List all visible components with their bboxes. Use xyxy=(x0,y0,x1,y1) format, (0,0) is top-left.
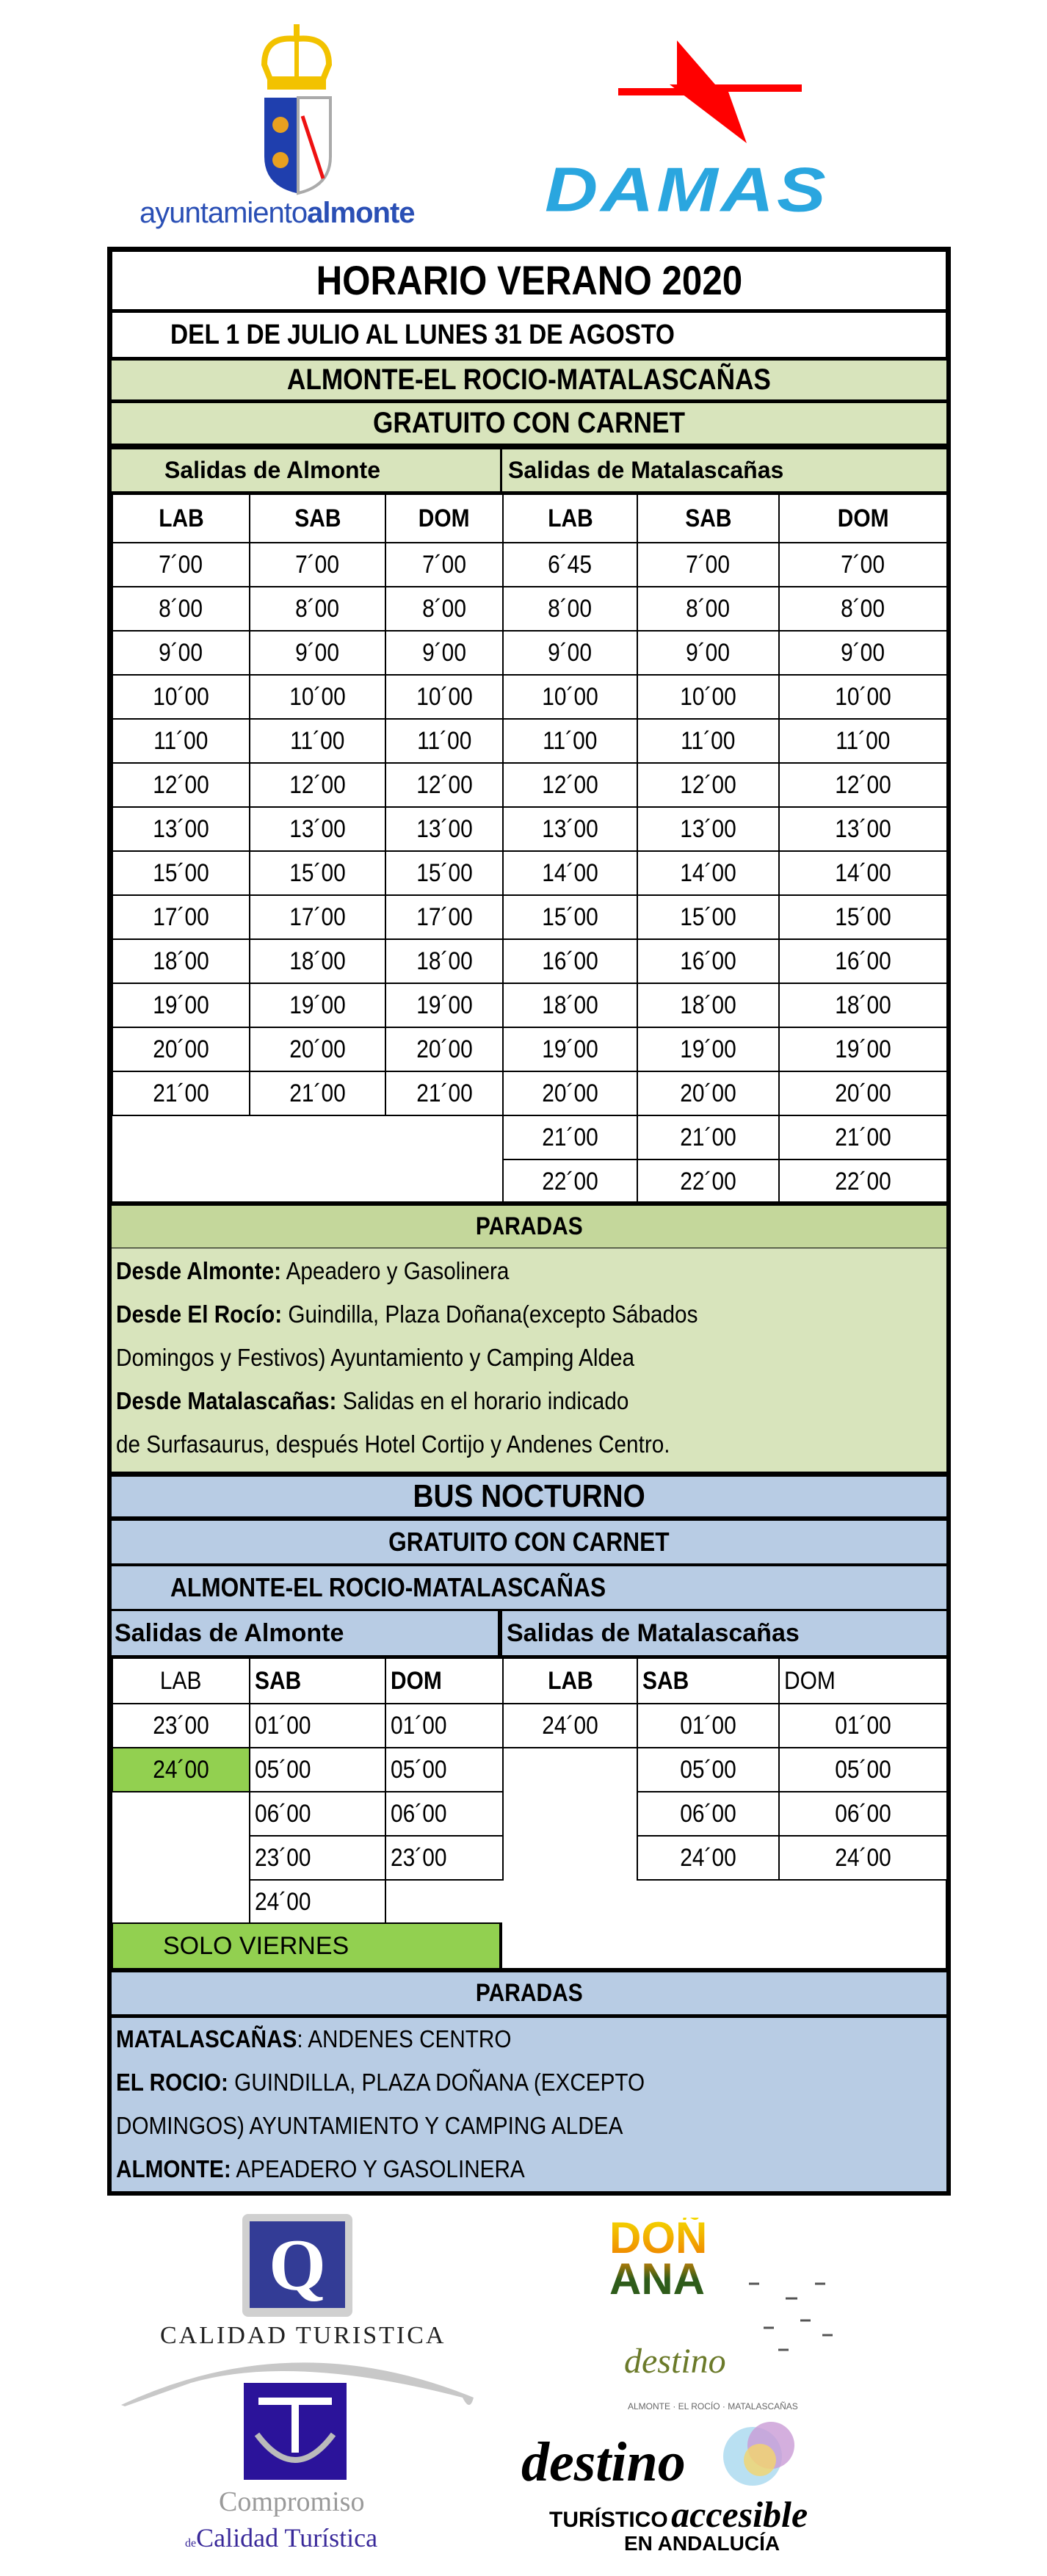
matalascanas-time-cell: 13´00 xyxy=(778,806,948,852)
compromiso-text: Compromiso xyxy=(219,2486,365,2517)
matalascanas-time-cell: 19´00 xyxy=(637,1027,780,1072)
matalascanas-time-cell: 7´00 xyxy=(637,542,780,587)
almonte-time-cell: 19´00 xyxy=(112,983,250,1028)
night-column-header-lab: LAB xyxy=(502,1657,638,1704)
destino-accesible-logo xyxy=(521,2416,866,2555)
night-matalascanas-time-cell: 24´00 xyxy=(778,1835,948,1881)
almonte-time-cell: 9´00 xyxy=(112,630,250,676)
coat-of-arms-icon xyxy=(132,21,477,197)
almonte-time-cell: 7´00 xyxy=(249,542,386,587)
almonte-time-cell: 15´00 xyxy=(249,850,386,896)
column-header-lab: LAB xyxy=(112,493,250,543)
calidad-turistica-text: CALIDAD TURISTICA xyxy=(160,2322,446,2349)
matalascanas-time-cell: 15´00 xyxy=(502,894,638,940)
column-header-dom: DOM xyxy=(778,493,948,543)
matalascanas-time-cell: 13´00 xyxy=(637,806,780,852)
almonte-time-cell: 18´00 xyxy=(112,938,250,984)
donana-destino-logo xyxy=(609,2213,874,2423)
matalascanas-time-cell: 21´00 xyxy=(637,1115,780,1160)
almonte-time-cell: 11´00 xyxy=(385,718,504,764)
day-from-almonte-header: Salidas de Almonte xyxy=(112,449,502,493)
almonte-time-cell: 17´00 xyxy=(385,894,504,940)
donana-tagline: ALMONTE · EL ROCÍO · MATALASCAÑAS xyxy=(628,2401,798,2412)
damas-logo xyxy=(545,37,883,235)
night-column-header-dom: DOM xyxy=(778,1657,948,1704)
matalascanas-time-cell: 19´00 xyxy=(778,1027,948,1072)
matalascanas-time-cell: 15´00 xyxy=(637,894,780,940)
stop-line: de Surfasaurus, después Hotel Cortijo y Andenes Centro. xyxy=(116,1430,670,1458)
matalascanas-time-cell: 21´00 xyxy=(502,1115,638,1160)
night-matalascanas-time-cell: 05´00 xyxy=(637,1747,780,1792)
stop-line: MATALASCAÑAS: ANDENES CENTRO xyxy=(116,2025,512,2052)
birds-icon xyxy=(734,2269,844,2357)
matalascanas-time-cell: 18´00 xyxy=(637,983,780,1028)
matalascanas-time-cell: 21´00 xyxy=(778,1115,948,1160)
almonte-time-cell: 10´00 xyxy=(112,674,250,720)
matalascanas-time-cell: 16´00 xyxy=(502,938,638,984)
stop-line: Desde El Rocío: Guindilla, Plaza Doñana(excepto Sábados xyxy=(116,1300,698,1328)
matalascanas-time-cell: 15´00 xyxy=(778,894,948,940)
donana-letters: DOÑANA xyxy=(609,2218,712,2300)
night-matalascanas-time-cell: 01´00 xyxy=(637,1703,780,1748)
matalascanas-time-cell: 19´00 xyxy=(502,1027,638,1072)
matalascanas-time-cell: 14´00 xyxy=(502,850,638,896)
matalascanas-time-cell: 11´00 xyxy=(637,718,780,764)
matalascanas-time-cell: 9´00 xyxy=(637,630,780,676)
almonte-time-cell: 12´00 xyxy=(249,762,386,808)
night-matalascanas-time-cell: 24´00 xyxy=(637,1835,780,1881)
almonte-time-cell: 7´00 xyxy=(385,542,504,587)
fare-note: GRATUITO CON CARNET xyxy=(112,401,946,449)
almonte-time-cell: 10´00 xyxy=(385,674,504,720)
stop-line: DOMINGOS) AYUNTAMIENTO Y CAMPING ALDEA xyxy=(116,2112,623,2139)
night-almonte-time-cell: 05´00 xyxy=(249,1747,386,1792)
almonte-time-cell: 21´00 xyxy=(249,1071,386,1116)
night-column-header-lab: LAB xyxy=(112,1657,250,1704)
matalascanas-time-cell: 10´00 xyxy=(637,674,780,720)
almonte-time-cell: 7´00 xyxy=(112,542,250,587)
almonte-time-cell: 18´00 xyxy=(249,938,386,984)
matalascanas-time-cell: 9´00 xyxy=(778,630,948,676)
night-matalascanas-time-cell: 06´00 xyxy=(637,1791,780,1837)
matalascanas-time-cell: 18´00 xyxy=(778,983,948,1028)
matalascanas-time-cell: 13´00 xyxy=(502,806,638,852)
column-header-dom: DOM xyxy=(385,493,504,543)
calidad-turistica-text-2: deCalidad Turística xyxy=(185,2523,378,2553)
matalascanas-time-cell: 10´00 xyxy=(502,674,638,720)
matalascanas-time-cell: 11´00 xyxy=(778,718,948,764)
matalascanas-time-cell: 12´00 xyxy=(778,762,948,808)
almonte-time-cell: 21´00 xyxy=(385,1071,504,1116)
almonte-time-cell: 19´00 xyxy=(249,983,386,1028)
matalascanas-time-cell: 8´00 xyxy=(637,586,780,632)
route-title: ALMONTE-EL ROCIO-MATALASCAÑAS xyxy=(112,358,946,402)
almonte-time-cell: 8´00 xyxy=(385,586,504,632)
night-from-almonte-header: Salidas de Almonte xyxy=(112,1611,502,1657)
night-almonte-time-cell: 01´00 xyxy=(249,1703,386,1748)
column-header-sab: SAB xyxy=(249,493,386,543)
matalascanas-time-cell: 22´00 xyxy=(637,1159,780,1204)
matalascanas-time-cell: 20´00 xyxy=(637,1071,780,1116)
damas-arrows-icon xyxy=(545,37,883,147)
stop-line: EL ROCIO: GUINDILLA, PLAZA DOÑANA (EXCEPTO xyxy=(116,2069,645,2096)
matalascanas-time-cell: 8´00 xyxy=(502,586,638,632)
night-column-header-dom: DOM xyxy=(385,1657,504,1704)
calidad-turistica-logo xyxy=(117,2210,485,2357)
almonte-time-cell: 20´00 xyxy=(385,1027,504,1072)
night-almonte-time-cell: 23´00 xyxy=(385,1835,504,1881)
night-bus-title: BUS NOCTURNO xyxy=(112,1472,946,1520)
donana-script: destino xyxy=(624,2342,726,2381)
night-almonte-time-cell: 06´00 xyxy=(385,1791,504,1837)
night-stops-header: PARADAS xyxy=(112,1968,946,2016)
night-almonte-time-cell: 06´00 xyxy=(249,1791,386,1837)
night-from-matalascanas-header: Salidas de Matalascañas xyxy=(502,1611,946,1657)
almonte-time-cell: 19´00 xyxy=(385,983,504,1028)
en-andalucia-text: EN ANDALUCÍA xyxy=(624,2532,780,2555)
ayuntamiento-logo-text: ayuntamientoalmonte xyxy=(140,197,415,229)
schedule-title: HORARIO VERANO 2020 xyxy=(112,251,946,311)
almonte-time-cell: 11´00 xyxy=(249,718,386,764)
matalascanas-time-cell: 12´00 xyxy=(637,762,780,808)
night-matalascanas-time-cell: 05´00 xyxy=(778,1747,948,1792)
night-column-header-sab: SAB xyxy=(637,1657,780,1704)
matalascanas-time-cell: 6´45 xyxy=(502,542,638,587)
matalascanas-time-cell: 18´00 xyxy=(502,983,638,1028)
almonte-time-cell: 15´00 xyxy=(112,850,250,896)
night-almonte-time-cell: 01´00 xyxy=(385,1703,504,1748)
night-fare-note: GRATUITO CON CARNET xyxy=(112,1519,946,1566)
almonte-time-cell: 15´00 xyxy=(385,850,504,896)
q-quality-icon: Q xyxy=(242,2214,352,2317)
matalascanas-time-cell: 20´00 xyxy=(502,1071,638,1116)
almonte-time-cell: 17´00 xyxy=(249,894,386,940)
night-column-header-sab: SAB xyxy=(249,1657,386,1704)
almonte-time-cell: 9´00 xyxy=(249,630,386,676)
almonte-time-cell: 12´00 xyxy=(385,762,504,808)
matalascanas-time-cell: 10´00 xyxy=(778,674,948,720)
almonte-time-cell: 13´00 xyxy=(385,806,504,852)
schedule-dates: DEL 1 DE JULIO AL LUNES 31 DE AGOSTO xyxy=(112,311,946,359)
matalascanas-time-cell: 11´00 xyxy=(502,718,638,764)
friday-only-time-cell: 24´00 xyxy=(112,1747,250,1792)
night-almonte-time-cell: 23´00 xyxy=(112,1703,250,1748)
night-almonte-time-cell: 05´00 xyxy=(385,1747,504,1792)
matalascanas-time-cell: 22´00 xyxy=(502,1159,638,1204)
almonte-time-cell: 8´00 xyxy=(112,586,250,632)
almonte-time-cell: 11´00 xyxy=(112,718,250,764)
night-route-title: ALMONTE-EL ROCIO-MATALASCAÑAS xyxy=(112,1564,946,1611)
friday-only-label: SOLO VIERNES xyxy=(112,1922,502,1969)
stop-line: Desde Matalascañas: Salidas en el horario indicado xyxy=(116,1387,629,1414)
destino-script: destino xyxy=(521,2431,686,2493)
almonte-time-cell: 21´00 xyxy=(112,1071,250,1116)
almonte-time-cell: 18´00 xyxy=(385,938,504,984)
matalascanas-time-cell: 12´00 xyxy=(502,762,638,808)
almonte-time-cell: 17´00 xyxy=(112,894,250,940)
almonte-time-cell: 9´00 xyxy=(385,630,504,676)
matalascanas-time-cell: 9´00 xyxy=(502,630,638,676)
almonte-time-cell: 20´00 xyxy=(112,1027,250,1072)
t-smile-icon xyxy=(244,2383,347,2480)
matalascanas-time-cell: 22´00 xyxy=(778,1159,948,1204)
matalascanas-time-cell: 7´00 xyxy=(778,542,948,587)
column-header-sab: SAB xyxy=(637,493,780,543)
night-almonte-time-cell: 23´00 xyxy=(249,1835,386,1881)
stop-line: ALMONTE: APEADERO Y GASOLINERA xyxy=(116,2155,525,2182)
speech-bubbles-icon xyxy=(720,2416,800,2497)
matalascanas-time-cell: 8´00 xyxy=(778,586,948,632)
night-almonte-time-cell: 24´00 xyxy=(249,1879,386,1925)
stop-line: Domingos y Festivos) Ayuntamiento y Camping Aldea xyxy=(116,1344,635,1371)
accesible-line: TURÍSTICO accesible xyxy=(549,2494,808,2535)
almonte-time-cell: 8´00 xyxy=(249,586,386,632)
night-matalascanas-time-cell: 06´00 xyxy=(778,1791,948,1837)
almonte-time-cell: 10´00 xyxy=(249,674,386,720)
matalascanas-time-cell: 14´00 xyxy=(778,850,948,896)
damas-logo-text: DAMAS xyxy=(545,154,829,225)
column-header-lab: LAB xyxy=(502,493,638,543)
day-from-matalascanas-header: Salidas de Matalascañas xyxy=(502,449,946,493)
almonte-time-cell: 20´00 xyxy=(249,1027,386,1072)
night-matalascanas-time-cell: 01´00 xyxy=(778,1703,948,1748)
matalascanas-time-cell: 14´00 xyxy=(637,850,780,896)
night-matalascanas-time-cell: 24´00 xyxy=(502,1703,638,1748)
stop-line: Desde Almonte: Apeadero y Gasolinera xyxy=(116,1257,510,1284)
day-stops-header: PARADAS xyxy=(112,1201,946,1250)
matalascanas-time-cell: 20´00 xyxy=(778,1071,948,1116)
matalascanas-time-cell: 16´00 xyxy=(637,938,780,984)
almonte-time-cell: 13´00 xyxy=(249,806,386,852)
almonte-time-cell: 13´00 xyxy=(112,806,250,852)
ayuntamiento-almonte-logo xyxy=(132,21,477,234)
matalascanas-time-cell: 16´00 xyxy=(778,938,948,984)
compromiso-calidad-logo xyxy=(117,2354,485,2576)
almonte-time-cell: 12´00 xyxy=(112,762,250,808)
